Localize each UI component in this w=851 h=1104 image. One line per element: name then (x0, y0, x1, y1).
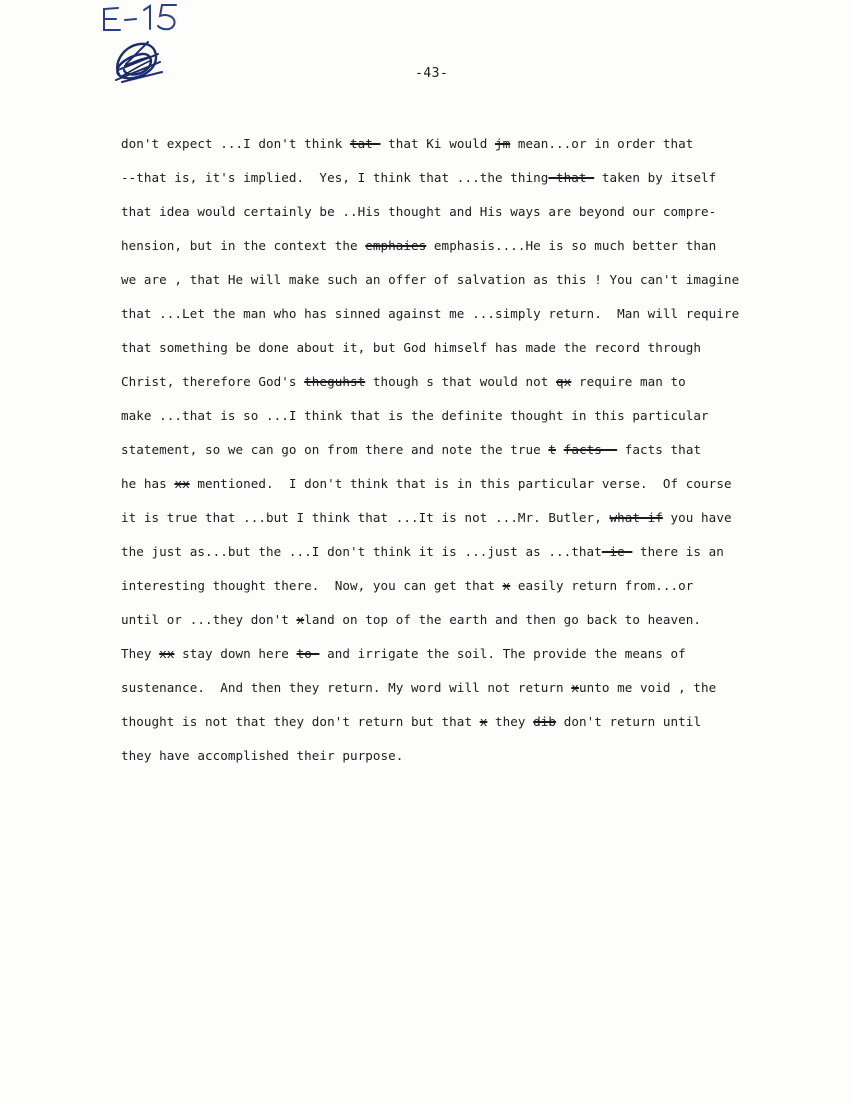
text-line (121, 746, 821, 780)
line-text: the just as...but the ...I don't think it is ...just as ...that (121, 544, 602, 559)
struck-text: dib (533, 714, 557, 729)
text-line (121, 542, 821, 576)
line-text: sustenance. And then they return. My word will not return (121, 680, 572, 695)
struck-text: x (502, 578, 511, 593)
line-text: they (487, 714, 534, 729)
line-text: you have (662, 510, 732, 525)
line-text: unto me void , the (578, 680, 717, 695)
line-text: until or ...they don't (121, 612, 297, 627)
text-line (121, 168, 821, 202)
text-line (121, 270, 821, 304)
line-text: stay down here (174, 646, 297, 661)
text-line (121, 372, 821, 406)
struck-text: emphaies (365, 238, 427, 253)
text-line (121, 440, 821, 474)
line-text: interesting thought there. Now, you can get that (121, 578, 503, 593)
line-text: They (121, 646, 160, 661)
text-line (121, 678, 821, 712)
struck-text: qx (556, 374, 572, 389)
line-text: though s that would not (365, 374, 557, 389)
line-text: there is an (632, 544, 724, 559)
line-text: that Ki would (380, 136, 495, 151)
struck-text: -that- (548, 170, 595, 185)
line-text: thought is not that they don't return but that (121, 714, 480, 729)
struck-text: facts-- (563, 442, 618, 457)
struck-text: x (479, 714, 488, 729)
text-line (121, 304, 821, 338)
line-text (556, 442, 564, 457)
text-line (121, 338, 821, 372)
struck-text: -ie- (601, 544, 633, 559)
text-line (121, 202, 821, 236)
line-text: and irrigate the soil. The provide the means of (319, 646, 686, 661)
transcript-body (121, 134, 821, 780)
line-text: --that is, it's implied. Yes, I think that ...the thing (121, 170, 549, 185)
struck-text: xx (174, 476, 190, 491)
ink-scribble-icon (108, 36, 168, 88)
struck-text: xx (159, 646, 175, 661)
struck-text: theguhst (304, 374, 366, 389)
line-text: land on top of the earth and then go back to heaven. (304, 612, 702, 627)
text-line (121, 406, 821, 440)
struck-text: t (548, 442, 557, 457)
struck-text: tat- (349, 136, 381, 151)
struck-text: x (571, 680, 579, 695)
page-number: -43- (415, 66, 449, 81)
line-text: mean...or in order that (510, 136, 694, 151)
line-text: that something be done about it, but God himself has made the record through (121, 340, 702, 355)
line-text: easily return from...or (510, 578, 694, 593)
line-text: emphasis....He is so much better than (426, 238, 717, 253)
line-text: hension, but in the context the (121, 238, 366, 253)
line-text: that ...Let the man who has sinned against me ...simply return. Man will require (121, 306, 740, 321)
line-text: we are , that He will make such an offer of salvation as this ! You can't imagine (121, 272, 740, 287)
line-text: it is true that ...but I think that ...It is not ...Mr. Butler, (121, 510, 610, 525)
line-text: mentioned. I don't think that is in this particular verse. Of course (189, 476, 732, 491)
line-text: require man to (571, 374, 686, 389)
text-line (121, 236, 821, 270)
struck-text: to- (296, 646, 320, 661)
text-line (121, 610, 821, 644)
line-text: Christ, therefore God's (121, 374, 305, 389)
text-line (121, 576, 821, 610)
handwritten-page-label (100, 0, 190, 40)
struck-text: x (296, 612, 305, 627)
line-text: facts that (617, 442, 702, 457)
text-line (121, 474, 821, 508)
line-text: make ...that is so ...I think that is the definite thought in this particular (121, 408, 709, 423)
text-line (121, 712, 821, 746)
line-text: don't return until (556, 714, 702, 729)
text-line (121, 508, 821, 542)
line-text: he has (121, 476, 175, 491)
struck-text: what if (609, 510, 663, 525)
line-text: that idea would certainly be ..His thought and His ways are beyond our compre- (121, 204, 717, 219)
line-text: taken by itself (594, 170, 717, 185)
text-line (121, 644, 821, 678)
struck-text: jm (494, 136, 511, 151)
line-text: they have accomplished their purpose. (121, 748, 404, 763)
text-line (121, 134, 821, 168)
line-text: statement, so we can go on from there and note the true (121, 442, 549, 457)
line-text: don't expect ...I don't think (121, 136, 350, 151)
